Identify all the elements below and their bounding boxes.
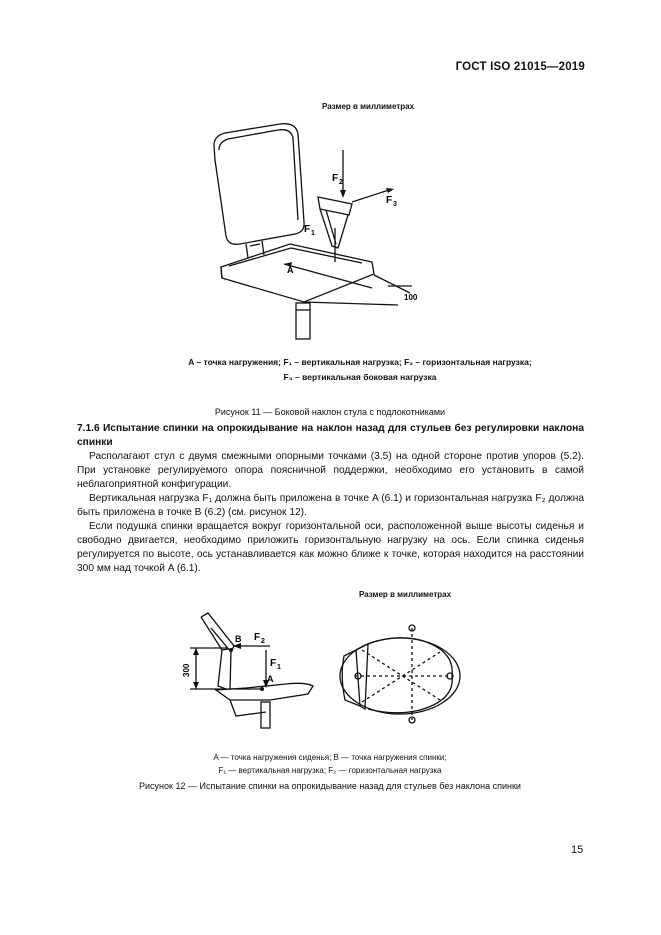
section-para3: Если подушка спинки вращается вокруг горизонтальной оси, расположенной выше высоты сиденья и свободно двигается, необходимо приложить горизонтальную нагрузку на ось. Если спинка сиденья регулируется по высоте, ось устанавливается как можно ближе к точке, которая находится на расстоянии 300 мм над точкой A (6.1). xyxy=(77,521,584,574)
page-number: 15 xyxy=(571,844,584,856)
figure11-units: Размер в миллиметрах xyxy=(321,102,415,111)
figure12-drawing xyxy=(0,600,661,760)
figure11-label-f1-sub: 1 xyxy=(311,230,315,237)
figure11-caption: Рисунок 11 — Боковой наклон стула с подлокотниками xyxy=(214,407,446,417)
standard-header: ГОСТ ISO 21015—2019 xyxy=(455,61,585,73)
figure12-label-f1-sub: 1 xyxy=(277,664,281,671)
figure11-label-f1: F xyxy=(304,224,311,235)
figure11-label-f2: F xyxy=(332,173,339,184)
figure11-label-a: A xyxy=(287,265,294,275)
figure11-legend-line1: A – точка нагружения; F₁ – вертикальная нагрузка; F₂ – горизонтальная нагрузка; xyxy=(188,357,532,367)
section-para2: Вертикальная нагрузка F₁ должна быть приложена в точке A (6.1) и горизонтальная нагрузка F₂ должна быть приложена в точке B (6.2) (см. рисунок 12). xyxy=(77,493,584,518)
section-716 xyxy=(77,422,584,576)
figure11-label-f2-sub: 2 xyxy=(339,179,343,186)
figure12-caption: Рисунок 12 — Испытание спинки на опрокидывание назад для стульев без наклона спинки xyxy=(139,781,521,791)
figure12-label-f2-sub: 2 xyxy=(261,638,265,645)
figure11-legend-line2: F₃ – вертикальная боковая нагрузка xyxy=(283,372,437,382)
figure12-legend-line2: F₁ — вертикальная нагрузка; F₂ — горизонтальная нагрузка xyxy=(218,766,442,775)
figure12-label-b: B xyxy=(235,634,242,644)
section-heading: 7.1.6 Испытание спинки на опрокидывание на наклон назад для стульев без регулировки наклона спинки xyxy=(77,423,584,448)
figure12-label-300: 300 xyxy=(182,663,191,677)
section-para1: Располагают стул с двумя смежными опорными точками (3.5) на одной стороне против упоров (5.2). При установке регулируемого опора поясничной поддержки, необходимо его установить в самой неблагоприятной конфигурации. xyxy=(77,451,584,490)
figure12-label-a: A xyxy=(267,674,274,684)
figure12-legend-line1: A — точка нагружения сиденья; B — точка нагружения спинки; xyxy=(213,753,447,762)
figure11-label-100: 100 xyxy=(404,293,418,302)
figure12-label-f2: F xyxy=(254,632,261,643)
figure11-label-f3: F xyxy=(386,195,393,206)
figure12-units: Размер в миллиметрах xyxy=(358,590,452,599)
figure11-label-f3-sub: 3 xyxy=(393,201,397,208)
figure12-label-f1: F xyxy=(270,658,277,669)
figure11-chair-drawing xyxy=(0,0,661,360)
